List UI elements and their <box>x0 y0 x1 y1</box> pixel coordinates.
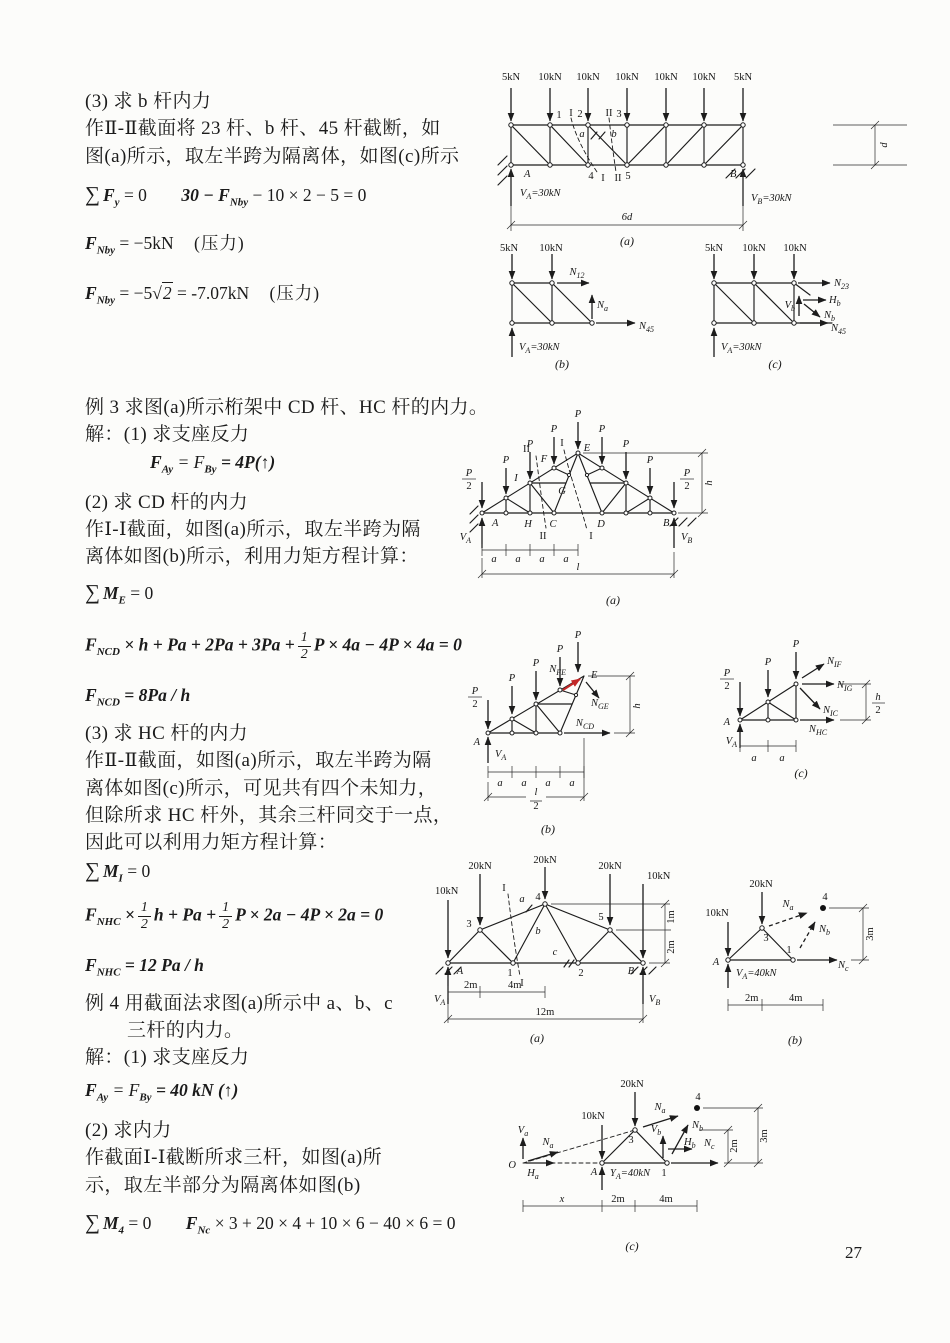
equation-sum-mi: ∑ $M_I = 0$ <box>85 858 151 885</box>
figure-2c-freebody <box>716 630 940 808</box>
node-label-F: F <box>540 454 548 465</box>
figure-3c-freebody <box>466 1066 811 1274</box>
svg-text:2: 2 <box>724 681 730 692</box>
example4-p2: 示，取左半部分为隔离体如图(b) <box>85 1175 361 1196</box>
point-4-dot <box>820 905 826 911</box>
node-label-4: 4 <box>535 892 541 903</box>
sigma-symbol: ∑ <box>85 182 100 206</box>
node-label-A: A <box>473 737 480 748</box>
joints <box>726 926 795 962</box>
example3-p4: 离体如图(c)所示，可见共有四个未知力， <box>85 778 438 799</box>
reaction-label-ya: $Y_A=40kN$ <box>610 1168 650 1181</box>
node-label-4: 4 <box>588 171 594 182</box>
support-hatch <box>436 967 656 974</box>
section1-top-label: I <box>569 108 573 119</box>
truss-members <box>714 283 832 323</box>
example3-p6: 因此可以利用力矩方程计算： <box>85 832 338 853</box>
member-a-label: a <box>579 129 585 140</box>
figure-1b-freebody <box>487 242 692 390</box>
svg-text:2: 2 <box>466 481 472 492</box>
example3-p2: 离体如图(b)所示，利用力矩方程计算： <box>85 546 419 567</box>
force-arrow-nfe-red <box>563 679 580 690</box>
load-label: 10kN <box>692 72 716 83</box>
equation-fncd-long: $F_{NCD} \times h + Pa + 2Pa + 3Pa$ + $\frac{1}{2}$ P × 4a − 4P × 4a = 0 <box>85 630 462 663</box>
node-label-1: 1 <box>556 110 562 121</box>
figure-caption: (b) <box>555 357 569 371</box>
section-b-line1: 作Ⅱ-Ⅱ截面将 23 杆、b 杆、45 杆截断，如 <box>85 118 441 139</box>
figure-2b-freebody <box>460 626 705 844</box>
dim-a: a <box>515 554 521 565</box>
node-label-A: A <box>456 966 464 977</box>
dim-1m: 1m <box>666 910 677 924</box>
load-label: 10kN <box>435 886 459 897</box>
dim-a: a <box>569 778 575 789</box>
force-label-n23: $N_{23}$ <box>834 278 850 291</box>
svg-text:P: P <box>471 686 479 697</box>
example3-p3: 作Ⅱ-Ⅱ截面，如图(a)所示，取左半跨为隔 <box>85 750 432 771</box>
load-arrows <box>488 642 578 729</box>
section2-top-label: II <box>605 108 613 119</box>
equation-fnby-2: $F_{Nby} = -5√2 = -7.07kN$ (压力) <box>85 283 321 307</box>
load-label-p: P <box>502 455 510 466</box>
load-label: 5kN <box>501 72 521 83</box>
node-label-1: 1 <box>507 968 513 979</box>
point-4-dot <box>694 1105 700 1111</box>
load-label: 20kN <box>468 861 492 872</box>
node-label-A: A <box>492 518 499 529</box>
force-arrow-nge <box>586 682 599 698</box>
reaction-label-vb: $V_B=30kN$ <box>751 193 792 206</box>
node-label-C: C <box>549 519 557 530</box>
node-label-4: 4 <box>822 892 828 903</box>
svg-text:h: h <box>875 692 881 703</box>
load-label-p: P <box>526 439 534 450</box>
example4-p1: 作截面Ⅰ-Ⅰ截断所求三杆，如图(a)所 <box>85 1147 383 1168</box>
force-label-nic: $N_{IC}$ <box>823 705 839 718</box>
equation-fncd-result: $F_{NCD} = 8Pa / h$ <box>85 685 191 709</box>
reaction-label-va: $V_A=30kN$ <box>520 188 561 201</box>
reaction-label-va: $V_A=30kN$ <box>519 342 560 355</box>
section-lines <box>508 894 574 976</box>
member-b-label: b <box>535 926 541 937</box>
node-label-A: A <box>723 717 730 728</box>
dim-4m: 4m <box>508 980 522 991</box>
example3-solve: 解：(1) 求支座反力 <box>85 424 250 445</box>
node-label-4: 4 <box>695 1092 701 1103</box>
load-label-p: P <box>550 424 558 435</box>
node-label-O: O <box>508 1160 516 1171</box>
load-label-p: P <box>646 455 654 466</box>
force-arrow-nif <box>802 664 824 678</box>
dimension-lines <box>444 900 671 1023</box>
load-label: 20kN <box>749 879 773 890</box>
dim-2m-height: 2m <box>729 1139 740 1153</box>
section-lines <box>571 118 616 172</box>
figure-2a-roof-truss <box>450 388 742 628</box>
node-label-2: 2 <box>577 109 583 120</box>
figure-caption: (c) <box>625 1239 639 1253</box>
node-label-B: B <box>663 518 670 529</box>
force-label-nhc: $N_{HC}$ <box>808 724 828 737</box>
figure-1a-truss <box>483 56 941 256</box>
dim-x: x <box>559 1194 565 1205</box>
node-label-3: 3 <box>628 1135 634 1146</box>
figure-3b-freebody <box>703 860 947 1068</box>
force-arrow-na <box>769 913 807 926</box>
half-load-fraction <box>720 668 734 692</box>
member-a-label: a <box>519 894 525 905</box>
force-label-nc: $N_c$ <box>838 960 849 973</box>
force-arrow-nic <box>800 688 820 709</box>
section1-bottom-label: I <box>589 531 593 542</box>
load-label: 20kN <box>598 861 622 872</box>
load-label: 10kN <box>783 243 807 254</box>
load-label-p: P <box>598 424 606 435</box>
load-arrows <box>728 892 762 956</box>
node-label-I: I <box>514 473 518 484</box>
force-label-hb: $H_b$ <box>829 295 841 308</box>
reaction-label-va: $V_A$ <box>725 736 737 749</box>
node-label-G: G <box>558 486 566 497</box>
equation-fnhc-long: $F_{NHC}$ × $\frac{1}{2}$ h + Pa + $\frac{1}{2}$ P × 2a − 4P × 2a = 0 <box>85 900 384 933</box>
load-label-p: P <box>508 673 516 684</box>
load-label: 20kN <box>620 1079 644 1090</box>
node-label-1: 1 <box>786 945 792 956</box>
equation-sum-me: ∑ $M_E = 0$ <box>85 580 154 607</box>
force-label-na: $N_a$ <box>597 300 609 313</box>
figure-3a-truss <box>433 854 711 1068</box>
force-arrow-na <box>643 1116 678 1127</box>
dim-h: h <box>632 703 643 709</box>
dim-3m-height: 3m <box>759 1129 770 1143</box>
figure-caption: (b) <box>541 822 555 836</box>
load-label: 10kN <box>654 72 678 83</box>
reaction-label-va: $V_A=30kN$ <box>721 342 762 355</box>
node-label-B: B <box>627 966 635 977</box>
svg-text:P: P <box>683 468 691 479</box>
force-label-nig: $N_{IG}$ <box>837 680 853 693</box>
dim-a: a <box>545 778 551 789</box>
node-label-A: A <box>524 169 531 180</box>
force-arrow-na-o <box>528 1152 558 1161</box>
dim-2m: 2m <box>611 1194 625 1205</box>
truss-members <box>728 928 793 960</box>
load-label: 10kN <box>576 72 600 83</box>
dim-a: a <box>497 778 503 789</box>
dim-a: a <box>751 753 757 764</box>
node-label-5: 5 <box>598 912 604 923</box>
example3-p5: 但除所求 HC 杆外，其余三杆同交于一点， <box>85 805 453 826</box>
node-label-2: 2 <box>578 968 584 979</box>
node-label-5: 5 <box>625 171 631 182</box>
dim-h: h <box>704 480 715 486</box>
reaction-label-va: $V_A$ <box>434 994 446 1007</box>
section-b-heading: (3) 求 b 杆内力 <box>85 91 212 112</box>
half-height-fraction <box>872 692 885 716</box>
member-c-label: c <box>552 947 558 958</box>
load-label: 5kN <box>499 243 519 254</box>
force-label-vb: $V_b$ <box>784 300 795 313</box>
force-label-n45: $N_{45}$ <box>639 321 655 334</box>
equation-sum-fy: ∑ $F_y = 0$ $30 - F_{Nby} - 10 \times 2 - 5 = 0$ <box>85 182 367 209</box>
dim-12m: 12m <box>535 1007 555 1018</box>
example4-title1: 例 4 用截面法求图(a)所示中 a、b、c <box>85 993 394 1014</box>
dim-l: l <box>576 562 580 573</box>
truss-members <box>482 453 674 513</box>
force-label-ncd: $N_{CD}$ <box>575 718 595 731</box>
node-label-3: 3 <box>763 933 769 944</box>
span-dimension-label: 6d <box>621 212 633 223</box>
reaction-label-va: $V_A=40kN$ <box>736 968 777 981</box>
dim-a: a <box>563 554 569 565</box>
dim-2m: 2m <box>464 980 478 991</box>
load-label-p: P <box>532 658 540 669</box>
load-label: 10kN <box>581 1111 605 1122</box>
truss-members <box>512 283 592 323</box>
dim-2m-height: 2m <box>666 940 677 954</box>
svg-text:2: 2 <box>533 801 539 812</box>
section1-top-label: I <box>560 438 564 449</box>
reaction-label-va: $V_A$ <box>495 749 507 762</box>
load-label: 10kN <box>539 243 563 254</box>
figure-1c-freebody <box>700 242 945 390</box>
node-label-1: 1 <box>661 1168 667 1179</box>
load-label-p: P <box>556 644 564 655</box>
page-number: 27 <box>845 1243 862 1262</box>
force-label-nfe: $N_{FE}$ <box>549 664 566 677</box>
figure-caption: (a) <box>606 593 620 607</box>
load-arrows <box>512 254 552 279</box>
force-label-na-o: $N_a$ <box>542 1137 554 1150</box>
example3-p1: 作Ⅰ-Ⅰ截面，如图(a)所示，取左半跨为隔 <box>85 519 421 540</box>
load-label: 10kN <box>742 243 766 254</box>
example3-title: 例 3 求图(a)所示桁架中 CD 杆、HC 杆的内力。 <box>85 397 489 418</box>
dim-2m: 2m <box>745 993 759 1004</box>
force-label-hb: $H_b$ <box>684 1137 696 1150</box>
truss-members <box>448 904 643 963</box>
load-label-p: P <box>622 439 630 450</box>
load-label-p: P <box>574 409 582 420</box>
half-load-fraction-left <box>462 468 476 492</box>
section2-top-label: II <box>523 444 530 455</box>
equation-sum-m4: ∑ $M_4 = 0$ $F_{Nc} \times 3 + 20 \times 4 + 10 \times 6 - 40 \times 6 = 0$ <box>85 1210 456 1237</box>
radical-sign: √ <box>152 283 162 303</box>
node-label-A: A <box>590 1167 598 1178</box>
example4-step2: (2) 求内力 <box>85 1120 172 1141</box>
svg-text:l: l <box>534 787 538 798</box>
section-bottom-label: I <box>520 978 524 989</box>
example4-title2: 三杆的内力。 <box>127 1020 244 1041</box>
section-top-label: I <box>502 883 506 894</box>
force-label-nb: $N_b$ <box>824 310 836 323</box>
equation-reactions-ex3: $F_{Ay} = F_{By}$ = 4P(↑) <box>150 452 276 476</box>
force-label-va-o: $V_a$ <box>517 1125 529 1138</box>
load-label: 5kN <box>733 72 753 83</box>
half-load-fraction <box>468 686 482 710</box>
section1-bottom-label: I <box>601 173 605 184</box>
load-label: 20kN <box>533 855 557 866</box>
load-arrows <box>602 1092 635 1159</box>
section2-bottom-label: II <box>539 531 547 542</box>
equation-fnhc-result: $F_{NHC} = 12$ Pa / h <box>85 955 204 979</box>
svg-text:2: 2 <box>472 699 478 710</box>
force-label-vb: $V_b$ <box>650 1124 662 1137</box>
svg-text:2: 2 <box>684 481 690 492</box>
svg-text:2: 2 <box>875 705 881 716</box>
compression-note: (压力) <box>269 283 321 303</box>
force-label-nc: $N_c$ <box>704 1138 715 1151</box>
example3-step3: (3) 求 HC 杆的内力 <box>85 723 248 744</box>
reaction-label-va: $V_A$ <box>459 532 471 545</box>
load-label-p: P <box>574 630 582 641</box>
load-label: 5kN <box>704 243 724 254</box>
force-label-n12: $N_{12}$ <box>569 267 585 280</box>
figure-caption: (a) <box>620 234 634 248</box>
force-label-nge: $N_{GE}$ <box>591 698 609 711</box>
node-label-B: B <box>730 169 737 180</box>
section-b-line2: 图(a)所示，取左半跨为隔离体，如图(c)所示 <box>85 146 460 167</box>
dim-4m: 4m <box>789 993 803 1004</box>
node-label-3: 3 <box>616 109 622 120</box>
load-label-p: P <box>764 657 772 668</box>
load-arrows <box>714 254 794 279</box>
figure-caption: (c) <box>768 357 782 371</box>
dim-a: a <box>779 753 785 764</box>
node-label-A: A <box>712 957 720 968</box>
joints <box>486 688 578 735</box>
half-load-fraction-right <box>680 468 694 492</box>
dim-3m: 3m <box>865 927 876 941</box>
dim-4m: 4m <box>659 1194 673 1205</box>
dimension-lines <box>507 121 907 231</box>
svg-text:P: P <box>723 668 731 679</box>
node-label-E: E <box>583 443 591 454</box>
load-label-p: P <box>792 639 800 650</box>
equation-fnby-1: $F_{Nby} = -5kN$ (压力) <box>85 233 245 257</box>
dim-a: a <box>539 554 545 565</box>
load-arrows <box>448 867 643 958</box>
example4-solve: 解：(1) 求支座反力 <box>85 1047 250 1068</box>
dim-a: a <box>521 778 527 789</box>
load-label: 10kN <box>538 72 562 83</box>
figure-caption: (b) <box>788 1033 802 1047</box>
member-b-label: b <box>611 129 617 140</box>
load-label: 10kN <box>705 908 729 919</box>
compression-note: (压力) <box>194 233 245 253</box>
dim-a: a <box>491 554 497 565</box>
joints <box>446 902 645 965</box>
example3-step2: (2) 求 CD 杆的内力 <box>85 492 248 513</box>
figure-caption: (c) <box>794 766 808 780</box>
node-label-H: H <box>524 519 532 530</box>
force-arrow-nb <box>800 922 815 948</box>
reaction-label-vb: $V_B$ <box>681 532 693 545</box>
force-label-nb: $N_b$ <box>692 1120 704 1133</box>
load-label: 10kN <box>647 871 671 882</box>
node-label-E: E <box>591 670 598 681</box>
section2-bottom-label: II <box>614 173 622 184</box>
node-label-3: 3 <box>466 919 472 930</box>
figure-caption: (a) <box>530 1031 544 1045</box>
svg-text:P: P <box>465 468 473 479</box>
truss-members <box>511 125 743 165</box>
half-span-fraction <box>533 787 538 812</box>
force-label-na: $N_a$ <box>654 1102 666 1115</box>
force-label-ha: $H_a$ <box>527 1168 539 1181</box>
force-arrow-nb <box>804 304 820 317</box>
load-label: 10kN <box>615 72 639 83</box>
equation-reactions-ex4: $F_{Ay} = F_{By} = 40$ kN (↑) <box>85 1080 239 1104</box>
force-label-na: $N_a$ <box>782 899 794 912</box>
force-label-nif: $N_{IF}$ <box>827 656 842 669</box>
force-label-n45: $N_{45}$ <box>831 323 847 336</box>
force-label-nb: $N_b$ <box>819 924 831 937</box>
height-dimension-label: d <box>879 142 890 148</box>
load-arrows <box>511 88 743 121</box>
node-label-D: D <box>597 519 605 530</box>
reaction-label-vb: $V_B$ <box>649 994 661 1007</box>
